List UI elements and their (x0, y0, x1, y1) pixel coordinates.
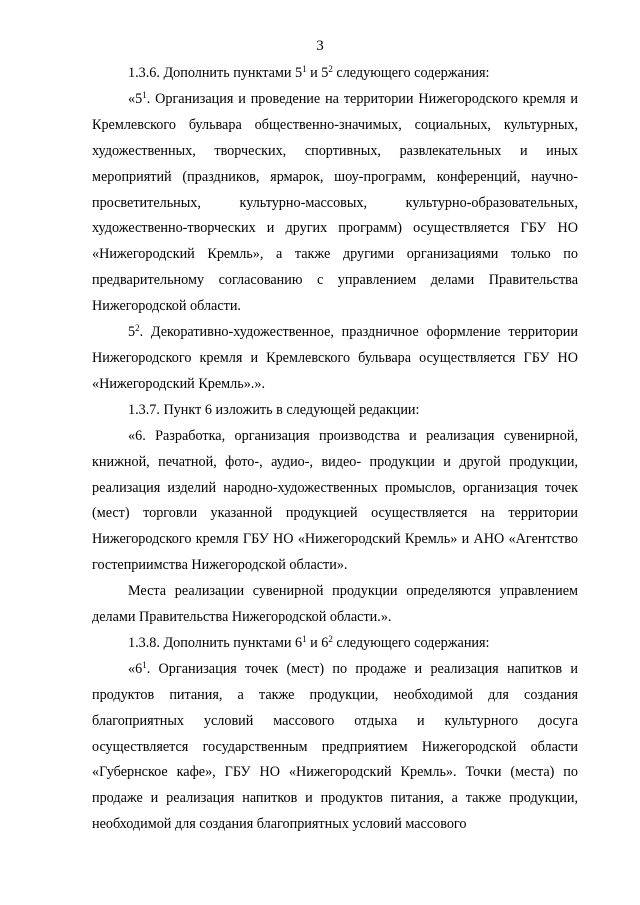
superscript: 1 (142, 89, 147, 100)
superscript: 2 (328, 64, 333, 74)
text-run: 5 (128, 324, 136, 341)
text-run: Места реализации сувенирной продукции определяются управлением делами Правительства Нижегородской области.». (92, 583, 578, 626)
superscript: 1 (302, 64, 307, 74)
text-run: . Организация и проведение на территории Нижегородского кремля и Кремлевского бульвара общественно-значимых, социальных, культурных, художественных, творческих, спортивных, развлекательных и иных мероприятий (праздников, ярмарок, шоу-программ, конференций, научно-просветительных, культурно-массовых, культурно-образовательных, художественно-творческих и других программ) осуществляется ГБУ НО «Нижегородский Кремль», а также другими организациями только по предварительному согласованию с управлением делами Правительства Нижегородской области. (92, 90, 578, 315)
paragraph (92, 657, 578, 838)
paragraph (92, 320, 578, 398)
text-run: следующего содержания: (332, 634, 490, 651)
text-run: «6. Разработка, организация производства и реализация сувенирной, книжной, печатной, фото-, аудио-, видео- продукции и другой продукции, реализация изделий народно-художественных промыслов, организация точек (мест) торговли указанной продукцией осуществляется на территории Нижегородского кремля ГБУ НО «Нижегородский Кремль» и АНО «Агентство гостеприимства Нижегородской области». (92, 427, 578, 574)
paragraph (92, 87, 578, 320)
paragraph (92, 398, 578, 424)
text-run: «6 (128, 660, 143, 677)
text-run: 1.3.6. Дополнить пунктами 5 (128, 65, 303, 81)
paragraph (92, 631, 578, 657)
text-run: 1.3.8. Дополнить пунктами 6 (128, 634, 303, 651)
text-run: и 6 (306, 634, 329, 651)
text-run: . Декоративно-художественное, праздничное оформление территории Нижегородского кремля и Кремлевского бульвара осуществляется ГБУ НО «Нижегородский Кремль».». (92, 324, 578, 392)
text-run: . Организация точек (мест) по продаже и реализация напитков и продуктов питания, а также продукции, необходимой для создания благоприятных условий массового отдыха и культурного досуга осуществляется государственным предприятием Нижегородской области «Губернское кафе», ГБУ НО «Нижегородский Кремль». Точки (места) по продаже и реализация напитков и продуктов питания, а также продукции, необходимой для создания благоприятных условий массового (92, 660, 578, 833)
superscript: 1 (302, 633, 307, 644)
text-run: «5 (128, 90, 143, 107)
paragraph (92, 424, 578, 579)
superscript: 1 (142, 659, 147, 670)
superscript: 2 (328, 633, 333, 644)
paragraph (92, 61, 578, 87)
page-number: 3 (316, 38, 324, 54)
text-run: 1.3.7. Пункт 6 изложить в следующей редакции: (128, 401, 420, 418)
document-body (92, 61, 578, 838)
text-run: следующего содержания: (332, 65, 490, 81)
paragraph (92, 579, 578, 631)
superscript: 2 (135, 323, 140, 334)
text-run: и 5 (306, 65, 329, 81)
